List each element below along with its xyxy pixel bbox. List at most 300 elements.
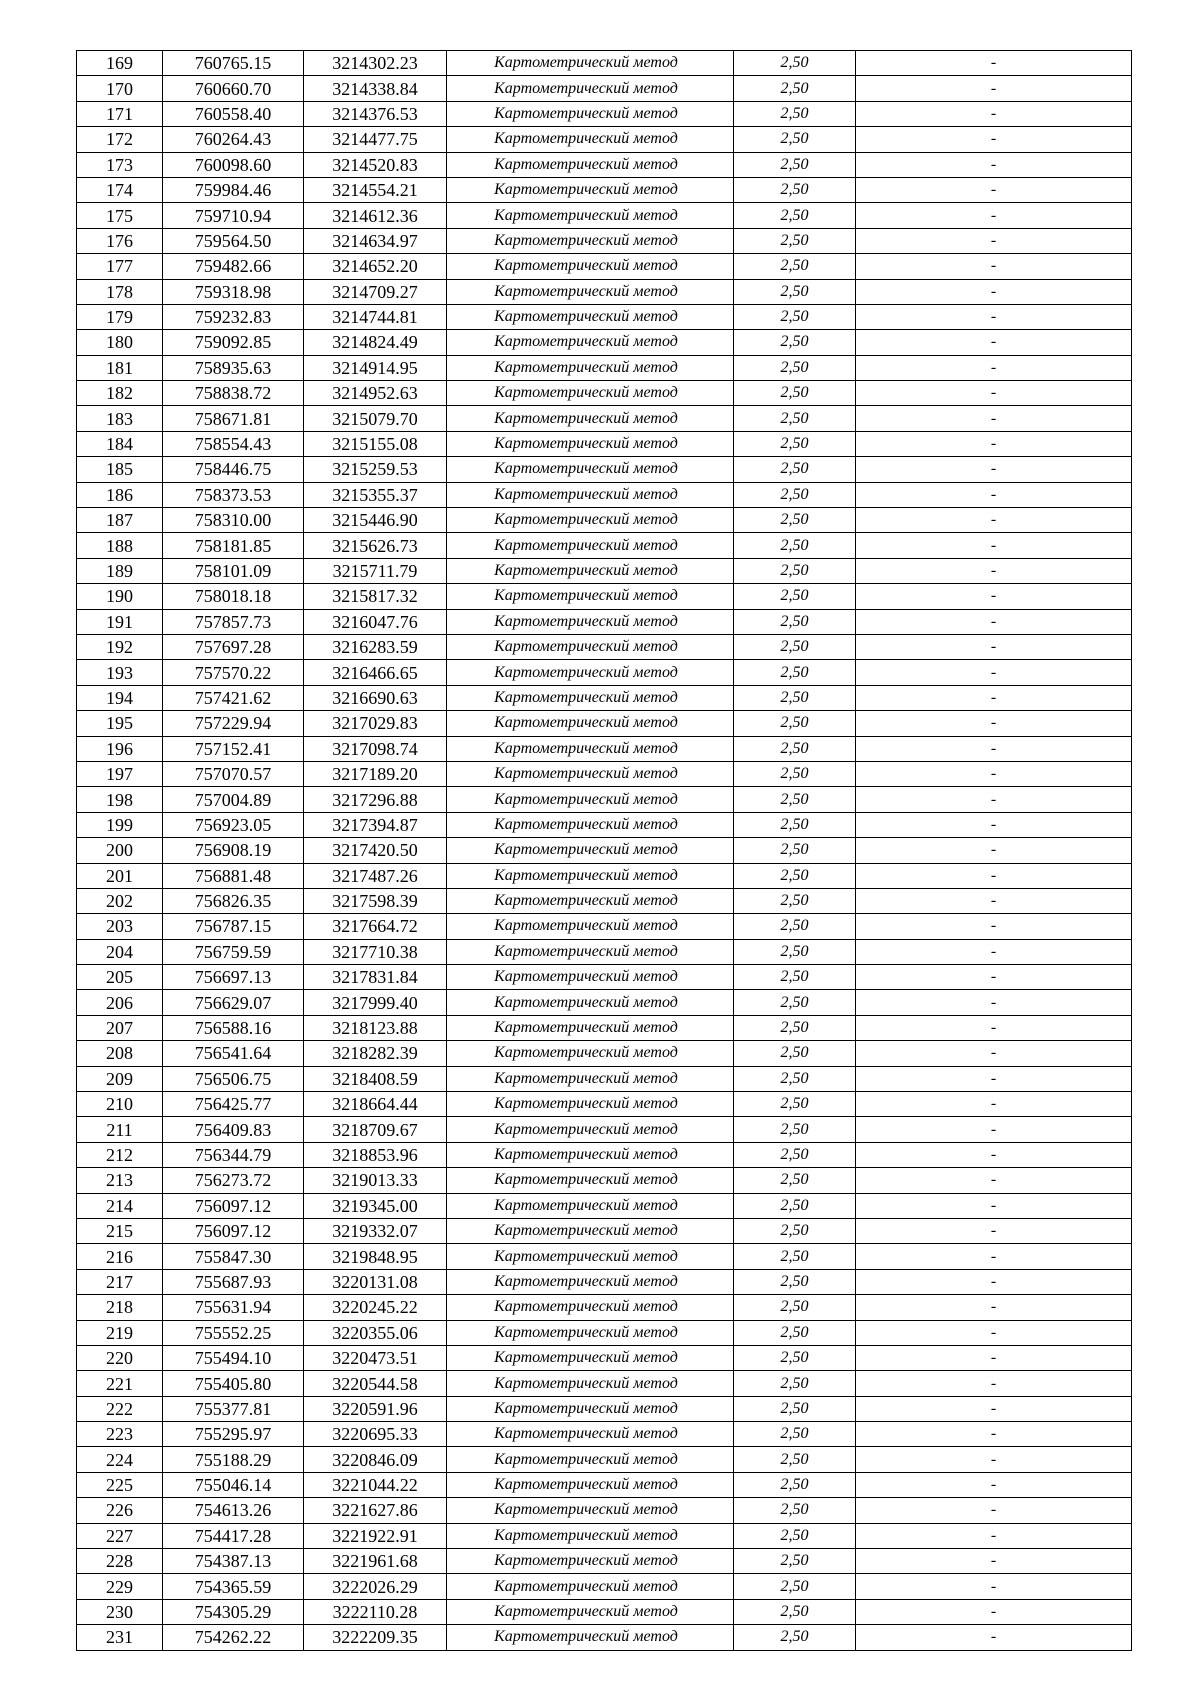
x-coordinate-cell: 757152.41 xyxy=(163,736,304,761)
table-row xyxy=(77,1142,1132,1167)
point-number-cell: 183 xyxy=(77,406,163,431)
point-number-cell: 202 xyxy=(77,888,163,913)
y-coordinate-cell: 3217487.26 xyxy=(304,863,447,888)
point-number-cell: 208 xyxy=(77,1041,163,1066)
method-cell: Картометрический метод xyxy=(447,1117,734,1142)
x-coordinate-cell: 760765.15 xyxy=(163,51,304,76)
accuracy-cell: 2,50 xyxy=(734,685,856,710)
method-cell: Картометрический метод xyxy=(447,1092,734,1117)
note-cell: - xyxy=(856,736,1132,761)
table-row xyxy=(77,51,1132,76)
point-number-cell: 198 xyxy=(77,787,163,812)
x-coordinate-cell: 755847.30 xyxy=(163,1244,304,1269)
accuracy-cell: 2,50 xyxy=(734,1218,856,1243)
x-coordinate-cell: 754387.13 xyxy=(163,1549,304,1574)
accuracy-cell: 2,50 xyxy=(734,736,856,761)
method-cell: Картометрический метод xyxy=(447,76,734,101)
method-cell: Картометрический метод xyxy=(447,431,734,456)
table-row xyxy=(77,1092,1132,1117)
x-coordinate-cell: 758373.53 xyxy=(163,482,304,507)
point-number-cell: 204 xyxy=(77,939,163,964)
table-row xyxy=(77,254,1132,279)
table-row xyxy=(77,1041,1132,1066)
note-cell: - xyxy=(856,838,1132,863)
x-coordinate-cell: 758935.63 xyxy=(163,355,304,380)
y-coordinate-cell: 3219332.07 xyxy=(304,1218,447,1243)
y-coordinate-cell: 3218123.88 xyxy=(304,1015,447,1040)
y-coordinate-cell: 3215155.08 xyxy=(304,431,447,456)
y-coordinate-cell: 3218664.44 xyxy=(304,1092,447,1117)
accuracy-cell: 2,50 xyxy=(734,533,856,558)
method-cell: Картометрический метод xyxy=(447,1269,734,1294)
x-coordinate-cell: 760264.43 xyxy=(163,127,304,152)
point-number-cell: 172 xyxy=(77,127,163,152)
y-coordinate-cell: 3218282.39 xyxy=(304,1041,447,1066)
x-coordinate-cell: 759232.83 xyxy=(163,304,304,329)
y-coordinate-cell: 3220131.08 xyxy=(304,1269,447,1294)
table-row xyxy=(77,1320,1132,1345)
note-cell: - xyxy=(856,1269,1132,1294)
accuracy-cell: 2,50 xyxy=(734,406,856,431)
accuracy-cell: 2,50 xyxy=(734,1041,856,1066)
point-number-cell: 227 xyxy=(77,1523,163,1548)
point-number-cell: 189 xyxy=(77,558,163,583)
accuracy-cell: 2,50 xyxy=(734,914,856,939)
note-cell: - xyxy=(856,1066,1132,1091)
note-cell: - xyxy=(856,1345,1132,1370)
table-row xyxy=(77,1015,1132,1040)
table-row xyxy=(77,1244,1132,1269)
y-coordinate-cell: 3217098.74 xyxy=(304,736,447,761)
accuracy-cell: 2,50 xyxy=(734,660,856,685)
method-cell: Картометрический метод xyxy=(447,1498,734,1523)
accuracy-cell: 2,50 xyxy=(734,761,856,786)
table-row xyxy=(77,965,1132,990)
accuracy-cell: 2,50 xyxy=(734,381,856,406)
accuracy-cell: 2,50 xyxy=(734,101,856,126)
note-cell: - xyxy=(856,1142,1132,1167)
accuracy-cell: 2,50 xyxy=(734,152,856,177)
point-number-cell: 207 xyxy=(77,1015,163,1040)
y-coordinate-cell: 3217598.39 xyxy=(304,888,447,913)
point-number-cell: 178 xyxy=(77,279,163,304)
y-coordinate-cell: 3219013.33 xyxy=(304,1168,447,1193)
note-cell: - xyxy=(856,304,1132,329)
y-coordinate-cell: 3218853.96 xyxy=(304,1142,447,1167)
method-cell: Картометрический метод xyxy=(447,1320,734,1345)
table-row xyxy=(77,177,1132,202)
y-coordinate-cell: 3215711.79 xyxy=(304,558,447,583)
point-number-cell: 180 xyxy=(77,330,163,355)
table-row xyxy=(77,914,1132,939)
method-cell: Картометрический метод xyxy=(447,1574,734,1599)
y-coordinate-cell: 3220591.96 xyxy=(304,1396,447,1421)
x-coordinate-cell: 757070.57 xyxy=(163,761,304,786)
note-cell: - xyxy=(856,1472,1132,1497)
point-number-cell: 219 xyxy=(77,1320,163,1345)
accuracy-cell: 2,50 xyxy=(734,1625,856,1650)
table-row xyxy=(77,939,1132,964)
method-cell: Картометрический метод xyxy=(447,888,734,913)
accuracy-cell: 2,50 xyxy=(734,1320,856,1345)
y-coordinate-cell: 3214612.36 xyxy=(304,203,447,228)
note-cell: - xyxy=(856,812,1132,837)
y-coordinate-cell: 3217999.40 xyxy=(304,990,447,1015)
method-cell: Картометрический метод xyxy=(447,863,734,888)
x-coordinate-cell: 756629.07 xyxy=(163,990,304,1015)
table-row xyxy=(77,761,1132,786)
x-coordinate-cell: 757697.28 xyxy=(163,634,304,659)
point-number-cell: 197 xyxy=(77,761,163,786)
x-coordinate-cell: 755046.14 xyxy=(163,1472,304,1497)
x-coordinate-cell: 755377.81 xyxy=(163,1396,304,1421)
point-number-cell: 214 xyxy=(77,1193,163,1218)
method-cell: Картометрический метод xyxy=(447,761,734,786)
method-cell: Картометрический метод xyxy=(447,381,734,406)
method-cell: Картометрический метод xyxy=(447,330,734,355)
method-cell: Картометрический метод xyxy=(447,355,734,380)
y-coordinate-cell: 3214376.53 xyxy=(304,101,447,126)
table-row xyxy=(77,304,1132,329)
x-coordinate-cell: 756881.48 xyxy=(163,863,304,888)
table-row xyxy=(77,1422,1132,1447)
note-cell: - xyxy=(856,1041,1132,1066)
method-cell: Картометрический метод xyxy=(447,1168,734,1193)
point-number-cell: 215 xyxy=(77,1218,163,1243)
point-number-cell: 190 xyxy=(77,584,163,609)
table-row xyxy=(77,355,1132,380)
note-cell: - xyxy=(856,355,1132,380)
method-cell: Картометрический метод xyxy=(447,51,734,76)
y-coordinate-cell: 3220473.51 xyxy=(304,1345,447,1370)
accuracy-cell: 2,50 xyxy=(734,1269,856,1294)
method-cell: Картометрический метод xyxy=(447,1295,734,1320)
note-cell: - xyxy=(856,482,1132,507)
accuracy-cell: 2,50 xyxy=(734,1498,856,1523)
coordinates-table xyxy=(76,50,1132,1651)
point-number-cell: 199 xyxy=(77,812,163,837)
point-number-cell: 228 xyxy=(77,1549,163,1574)
accuracy-cell: 2,50 xyxy=(734,838,856,863)
method-cell: Картометрический метод xyxy=(447,1472,734,1497)
accuracy-cell: 2,50 xyxy=(734,558,856,583)
table-row xyxy=(77,1447,1132,1472)
point-number-cell: 182 xyxy=(77,381,163,406)
x-coordinate-cell: 758310.00 xyxy=(163,508,304,533)
method-cell: Картометрический метод xyxy=(447,1066,734,1091)
accuracy-cell: 2,50 xyxy=(734,1599,856,1624)
point-number-cell: 220 xyxy=(77,1345,163,1370)
note-cell: - xyxy=(856,406,1132,431)
point-number-cell: 169 xyxy=(77,51,163,76)
note-cell: - xyxy=(856,965,1132,990)
x-coordinate-cell: 756409.83 xyxy=(163,1117,304,1142)
note-cell: - xyxy=(856,330,1132,355)
method-cell: Картометрический метод xyxy=(447,152,734,177)
table-row xyxy=(77,1269,1132,1294)
x-coordinate-cell: 756908.19 xyxy=(163,838,304,863)
x-coordinate-cell: 755687.93 xyxy=(163,1269,304,1294)
accuracy-cell: 2,50 xyxy=(734,1345,856,1370)
y-coordinate-cell: 3214338.84 xyxy=(304,76,447,101)
method-cell: Картометрический метод xyxy=(447,1345,734,1370)
x-coordinate-cell: 757421.62 xyxy=(163,685,304,710)
method-cell: Картометрический метод xyxy=(447,203,734,228)
accuracy-cell: 2,50 xyxy=(734,609,856,634)
y-coordinate-cell: 3217189.20 xyxy=(304,761,447,786)
point-number-cell: 193 xyxy=(77,660,163,685)
note-cell: - xyxy=(856,508,1132,533)
method-cell: Картометрический метод xyxy=(447,685,734,710)
table-row xyxy=(77,279,1132,304)
x-coordinate-cell: 756097.12 xyxy=(163,1218,304,1243)
method-cell: Картометрический метод xyxy=(447,1396,734,1421)
table-row xyxy=(77,787,1132,812)
point-number-cell: 174 xyxy=(77,177,163,202)
y-coordinate-cell: 3219848.95 xyxy=(304,1244,447,1269)
y-coordinate-cell: 3214634.97 xyxy=(304,228,447,253)
x-coordinate-cell: 758018.18 xyxy=(163,584,304,609)
table-row xyxy=(77,812,1132,837)
note-cell: - xyxy=(856,584,1132,609)
method-cell: Картометрический метод xyxy=(447,1193,734,1218)
accuracy-cell: 2,50 xyxy=(734,888,856,913)
y-coordinate-cell: 3222110.28 xyxy=(304,1599,447,1624)
point-number-cell: 191 xyxy=(77,609,163,634)
method-cell: Картометрический метод xyxy=(447,254,734,279)
point-number-cell: 176 xyxy=(77,228,163,253)
note-cell: - xyxy=(856,1193,1132,1218)
note-cell: - xyxy=(856,685,1132,710)
x-coordinate-cell: 758181.85 xyxy=(163,533,304,558)
y-coordinate-cell: 3216690.63 xyxy=(304,685,447,710)
table-row xyxy=(77,533,1132,558)
note-cell: - xyxy=(856,1117,1132,1142)
x-coordinate-cell: 756787.15 xyxy=(163,914,304,939)
note-cell: - xyxy=(856,863,1132,888)
accuracy-cell: 2,50 xyxy=(734,330,856,355)
accuracy-cell: 2,50 xyxy=(734,431,856,456)
method-cell: Картометрический метод xyxy=(447,1523,734,1548)
point-number-cell: 211 xyxy=(77,1117,163,1142)
x-coordinate-cell: 760558.40 xyxy=(163,101,304,126)
point-number-cell: 171 xyxy=(77,101,163,126)
note-cell: - xyxy=(856,279,1132,304)
y-coordinate-cell: 3214709.27 xyxy=(304,279,447,304)
table-row xyxy=(77,127,1132,152)
y-coordinate-cell: 3215626.73 xyxy=(304,533,447,558)
note-cell: - xyxy=(856,1498,1132,1523)
point-number-cell: 205 xyxy=(77,965,163,990)
y-coordinate-cell: 3219345.00 xyxy=(304,1193,447,1218)
x-coordinate-cell: 759710.94 xyxy=(163,203,304,228)
accuracy-cell: 2,50 xyxy=(734,127,856,152)
method-cell: Картометрический метод xyxy=(447,660,734,685)
table-row xyxy=(77,1574,1132,1599)
note-cell: - xyxy=(856,1320,1132,1345)
y-coordinate-cell: 3222026.29 xyxy=(304,1574,447,1599)
method-cell: Картометрический метод xyxy=(447,406,734,431)
note-cell: - xyxy=(856,203,1132,228)
accuracy-cell: 2,50 xyxy=(734,939,856,964)
x-coordinate-cell: 757570.22 xyxy=(163,660,304,685)
x-coordinate-cell: 755188.29 xyxy=(163,1447,304,1472)
y-coordinate-cell: 3217664.72 xyxy=(304,914,447,939)
x-coordinate-cell: 758446.75 xyxy=(163,457,304,482)
y-coordinate-cell: 3221922.91 xyxy=(304,1523,447,1548)
point-number-cell: 196 xyxy=(77,736,163,761)
table-row xyxy=(77,1396,1132,1421)
method-cell: Картометрический метод xyxy=(447,1599,734,1624)
accuracy-cell: 2,50 xyxy=(734,1193,856,1218)
x-coordinate-cell: 757857.73 xyxy=(163,609,304,634)
accuracy-cell: 2,50 xyxy=(734,1168,856,1193)
point-number-cell: 185 xyxy=(77,457,163,482)
x-coordinate-cell: 756541.64 xyxy=(163,1041,304,1066)
point-number-cell: 223 xyxy=(77,1422,163,1447)
accuracy-cell: 2,50 xyxy=(734,1066,856,1091)
accuracy-cell: 2,50 xyxy=(734,1142,856,1167)
note-cell: - xyxy=(856,939,1132,964)
method-cell: Картометрический метод xyxy=(447,482,734,507)
point-number-cell: 181 xyxy=(77,355,163,380)
method-cell: Картометрический метод xyxy=(447,558,734,583)
method-cell: Картометрический метод xyxy=(447,101,734,126)
table-row xyxy=(77,660,1132,685)
accuracy-cell: 2,50 xyxy=(734,457,856,482)
method-cell: Картометрический метод xyxy=(447,787,734,812)
point-number-cell: 206 xyxy=(77,990,163,1015)
x-coordinate-cell: 756425.77 xyxy=(163,1092,304,1117)
x-coordinate-cell: 758101.09 xyxy=(163,558,304,583)
accuracy-cell: 2,50 xyxy=(734,1117,856,1142)
table-row xyxy=(77,431,1132,456)
table-row xyxy=(77,406,1132,431)
accuracy-cell: 2,50 xyxy=(734,254,856,279)
x-coordinate-cell: 755552.25 xyxy=(163,1320,304,1345)
y-coordinate-cell: 3214302.23 xyxy=(304,51,447,76)
table-row xyxy=(77,1295,1132,1320)
point-number-cell: 221 xyxy=(77,1371,163,1396)
note-cell: - xyxy=(856,177,1132,202)
point-number-cell: 218 xyxy=(77,1295,163,1320)
accuracy-cell: 2,50 xyxy=(734,304,856,329)
table-row xyxy=(77,482,1132,507)
note-cell: - xyxy=(856,1295,1132,1320)
y-coordinate-cell: 3217029.83 xyxy=(304,711,447,736)
method-cell: Картометрический метод xyxy=(447,965,734,990)
y-coordinate-cell: 3222209.35 xyxy=(304,1625,447,1650)
method-cell: Картометрический метод xyxy=(447,1625,734,1650)
table-row xyxy=(77,685,1132,710)
note-cell: - xyxy=(856,660,1132,685)
method-cell: Картометрический метод xyxy=(447,1041,734,1066)
table-row xyxy=(77,1599,1132,1624)
method-cell: Картометрический метод xyxy=(447,533,734,558)
method-cell: Картометрический метод xyxy=(447,1015,734,1040)
x-coordinate-cell: 754417.28 xyxy=(163,1523,304,1548)
x-coordinate-cell: 757004.89 xyxy=(163,787,304,812)
note-cell: - xyxy=(856,1168,1132,1193)
method-cell: Картометрический метод xyxy=(447,1244,734,1269)
y-coordinate-cell: 3217420.50 xyxy=(304,838,447,863)
note-cell: - xyxy=(856,1396,1132,1421)
table-row xyxy=(77,1066,1132,1091)
y-coordinate-cell: 3217831.84 xyxy=(304,965,447,990)
accuracy-cell: 2,50 xyxy=(734,965,856,990)
y-coordinate-cell: 3217296.88 xyxy=(304,787,447,812)
note-cell: - xyxy=(856,76,1132,101)
point-number-cell: 184 xyxy=(77,431,163,456)
note-cell: - xyxy=(856,609,1132,634)
note-cell: - xyxy=(856,1523,1132,1548)
x-coordinate-cell: 757229.94 xyxy=(163,711,304,736)
y-coordinate-cell: 3215446.90 xyxy=(304,508,447,533)
y-coordinate-cell: 3215817.32 xyxy=(304,584,447,609)
x-coordinate-cell: 760098.60 xyxy=(163,152,304,177)
point-number-cell: 216 xyxy=(77,1244,163,1269)
table-row xyxy=(77,101,1132,126)
note-cell: - xyxy=(856,1625,1132,1650)
table-row xyxy=(77,457,1132,482)
table-row xyxy=(77,1193,1132,1218)
note-cell: - xyxy=(856,1549,1132,1574)
accuracy-cell: 2,50 xyxy=(734,990,856,1015)
accuracy-cell: 2,50 xyxy=(734,76,856,101)
table-row xyxy=(77,1549,1132,1574)
note-cell: - xyxy=(856,1244,1132,1269)
x-coordinate-cell: 754613.26 xyxy=(163,1498,304,1523)
method-cell: Картометрический метод xyxy=(447,609,734,634)
table-row xyxy=(77,609,1132,634)
note-cell: - xyxy=(856,1574,1132,1599)
x-coordinate-cell: 755295.97 xyxy=(163,1422,304,1447)
accuracy-cell: 2,50 xyxy=(734,711,856,736)
method-cell: Картометрический метод xyxy=(447,228,734,253)
table-row xyxy=(77,558,1132,583)
method-cell: Картометрический метод xyxy=(447,279,734,304)
method-cell: Картометрический метод xyxy=(447,1142,734,1167)
table-row xyxy=(77,584,1132,609)
y-coordinate-cell: 3214520.83 xyxy=(304,152,447,177)
table-row xyxy=(77,888,1132,913)
point-number-cell: 210 xyxy=(77,1092,163,1117)
y-coordinate-cell: 3214554.21 xyxy=(304,177,447,202)
table-row xyxy=(77,1168,1132,1193)
y-coordinate-cell: 3214952.63 xyxy=(304,381,447,406)
point-number-cell: 225 xyxy=(77,1472,163,1497)
table-row xyxy=(77,990,1132,1015)
x-coordinate-cell: 754365.59 xyxy=(163,1574,304,1599)
point-number-cell: 213 xyxy=(77,1168,163,1193)
point-number-cell: 200 xyxy=(77,838,163,863)
x-coordinate-cell: 760660.70 xyxy=(163,76,304,101)
x-coordinate-cell: 756506.75 xyxy=(163,1066,304,1091)
note-cell: - xyxy=(856,457,1132,482)
method-cell: Картометрический метод xyxy=(447,1218,734,1243)
x-coordinate-cell: 754262.22 xyxy=(163,1625,304,1650)
note-cell: - xyxy=(856,634,1132,659)
coordinates-table-body xyxy=(77,51,1132,1651)
accuracy-cell: 2,50 xyxy=(734,355,856,380)
table-row xyxy=(77,1498,1132,1523)
y-coordinate-cell: 3218709.67 xyxy=(304,1117,447,1142)
accuracy-cell: 2,50 xyxy=(734,177,856,202)
x-coordinate-cell: 756759.59 xyxy=(163,939,304,964)
note-cell: - xyxy=(856,254,1132,279)
point-number-cell: 222 xyxy=(77,1396,163,1421)
point-number-cell: 229 xyxy=(77,1574,163,1599)
